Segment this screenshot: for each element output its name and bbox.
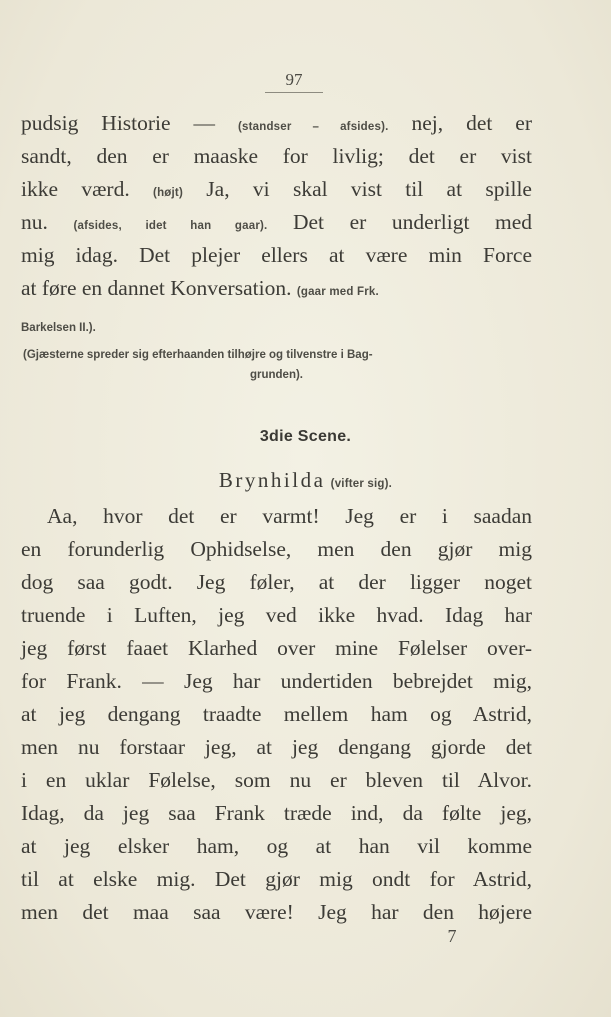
dialogue-paragraph-1 [21,107,532,305]
stage-direction-line: (Gjæsterne spreder sig efterhaanden tilhøjre og tilvenstre i Bag- [23,349,373,361]
text-fragment: nu. [21,210,74,234]
stage-direction-continuation: Barkelsen II.). [21,322,96,334]
stage-direction-block [21,318,532,385]
inline-stage-direction: (standser – afsides). [237,121,389,133]
speaker-stage-direction: (vifter sig). [330,478,393,490]
speaker-line [0,468,611,493]
text-fragment: Ja, vi skal vist til at spille [182,177,532,201]
text-line: at jeg elsker ham, og at han vil komme [21,834,532,858]
text-line: en forunderlig Ophidselse, men den gjør mig [21,537,532,561]
text-fragment: sandt, den er maaske for livlig; det er vist [21,144,532,168]
stage-direction-line: grunden). [249,369,304,381]
text-line: i en uklar Følelse, som nu er bleven til Alvor. [21,768,532,792]
text-line [21,272,532,305]
text-fragment: nej, det er [388,111,532,135]
text-line [21,206,532,239]
inline-stage-direction: (gaar med Frk. [296,286,379,298]
speaker-name: Brynhilda [218,468,326,492]
text-fragment: pudsig Historie — [21,111,238,135]
text-fragment: Det er underligt med [267,210,533,234]
page-number: 97 [265,70,323,93]
text-line: for Frank. — Jeg har undertiden bebrejdet mig, [21,669,532,693]
text-line: dog saa godt. Jeg føler, at der ligger noget [21,570,532,594]
text-line: men nu forstaar jeg, at jeg dengang gjorde det [21,735,532,759]
text-fragment: ikke værd. [21,177,154,201]
text-line: at jeg dengang traadte mellem ham og Astrid, [21,702,532,726]
text-line [21,173,532,206]
text-line: Aa, hvor det er varmt! Jeg er i saadan [47,504,532,528]
text-line [21,239,532,272]
inline-stage-direction: (højt) [153,187,183,199]
text-line [21,140,532,173]
text-line: til at elske mig. Det gjør mig ondt for Astrid, [21,867,532,891]
text-line: jeg først faaet Klarhed over mine Følelser over- [21,636,532,660]
text-line: men det maa saa være! Jeg har den højere [21,900,532,924]
text-fragment: mig idag. Det plejer ellers at være min Force [21,243,532,267]
monologue-paragraph [21,500,532,929]
text-line: truende i Luften, jeg ved ikke hvad. Idag har [21,603,532,627]
text-fragment: at føre en dannet Konversation. [21,276,297,300]
scene-heading: 3die Scene. [259,428,352,445]
text-line: Idag, da jeg saa Frank træde ind, da følte jeg, [21,801,532,825]
signature-mark: 7 [447,926,457,946]
text-line [21,107,532,140]
inline-stage-direction: (afsides, idet han gaar). [73,220,268,232]
